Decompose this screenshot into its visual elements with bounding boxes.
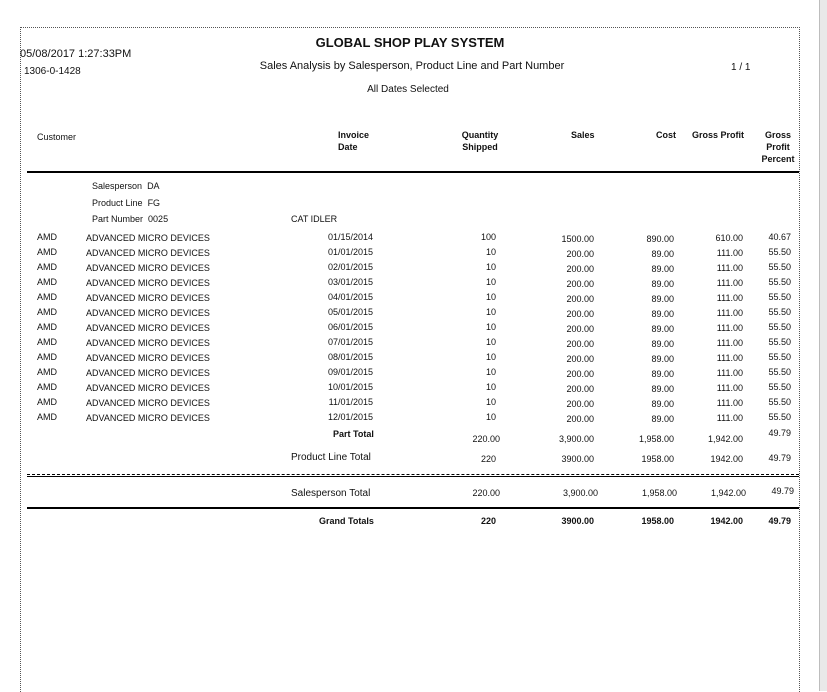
product-line-total-sales: 3900.00	[561, 454, 594, 464]
cell-name: ADVANCED MICRO DEVICES	[86, 233, 210, 243]
cell-code: AMD	[37, 277, 57, 287]
part-description: CAT IDLER	[291, 214, 338, 224]
table-row	[0, 292, 827, 307]
cell-date: 07/01/2015	[327, 337, 373, 347]
cell-date: 03/01/2015	[327, 277, 373, 287]
cell-cost: 89.00	[651, 414, 674, 424]
cell-cost: 890.00	[646, 234, 674, 244]
cell-sales: 200.00	[566, 324, 594, 334]
cell-sales: 200.00	[566, 249, 594, 259]
cell-gp: 111.00	[716, 383, 743, 393]
cell-pct: 55.50	[768, 322, 791, 332]
cell-pct: 55.50	[768, 247, 791, 257]
salesperson-total-cost: 1,958.00	[641, 488, 677, 498]
report-timestamp: 05/08/2017 1:27:33PM	[20, 48, 132, 60]
part-total-pct: 49.79	[768, 428, 791, 438]
cell-sales: 1500.00	[561, 234, 594, 244]
table-row	[0, 307, 827, 322]
cell-date: 06/01/2015	[327, 322, 373, 332]
salesperson-total-pct: 49.79	[771, 486, 794, 496]
cell-qty: 10	[485, 322, 496, 332]
col-gross-profit: Gross Profit	[692, 130, 745, 140]
grand-totals-sales: 3900.00	[561, 516, 594, 526]
part-total-qty: 220.00	[472, 434, 500, 444]
salesperson-total-qty: 220.00	[472, 488, 500, 498]
cell-name: ADVANCED MICRO DEVICES	[86, 308, 210, 318]
cell-sales: 200.00	[566, 294, 594, 304]
col-invoice-date: Invoice Date	[338, 130, 370, 152]
cell-name: ADVANCED MICRO DEVICES	[86, 323, 210, 333]
table-row	[0, 412, 827, 427]
cell-cost: 89.00	[651, 339, 674, 349]
cell-code: AMD	[37, 232, 57, 242]
header-rule	[27, 171, 799, 173]
cell-sales: 200.00	[566, 369, 594, 379]
product-line-total-label: Product Line Total	[291, 452, 371, 463]
cell-sales: 200.00	[566, 354, 594, 364]
cell-name: ADVANCED MICRO DEVICES	[86, 398, 210, 408]
cell-name: ADVANCED MICRO DEVICES	[86, 293, 210, 303]
date-filter: All Dates Selected	[367, 84, 449, 95]
cell-code: AMD	[37, 292, 57, 302]
cell-pct: 55.50	[768, 277, 791, 287]
grand-totals-cost: 1958.00	[641, 516, 674, 526]
cell-gp: 111.00	[716, 338, 743, 348]
cell-date: 12/01/2015	[327, 412, 373, 422]
cell-code: AMD	[37, 367, 57, 377]
dashed-rule	[27, 474, 799, 475]
cell-code: AMD	[37, 397, 57, 407]
salesperson-line: Salesperson DA	[92, 181, 160, 191]
cell-qty: 10	[485, 337, 496, 347]
table-row	[0, 232, 827, 247]
cell-name: ADVANCED MICRO DEVICES	[86, 338, 210, 348]
cell-code: AMD	[37, 412, 57, 422]
grand-totals-qty: 220	[480, 516, 496, 526]
cell-pct: 55.50	[768, 382, 791, 392]
cell-date: 02/01/2015	[327, 262, 373, 272]
cell-code: AMD	[37, 322, 57, 332]
table-row	[0, 337, 827, 352]
cell-qty: 10	[485, 367, 496, 377]
cell-date: 10/01/2015	[327, 382, 373, 392]
cell-name: ADVANCED MICRO DEVICES	[86, 383, 210, 393]
cell-gp: 111.00	[716, 308, 743, 318]
grand-totals-label: Grand Totals	[319, 516, 374, 526]
salesperson-total-gp: 1,942.00	[710, 488, 746, 498]
salesperson-total-label: Salesperson Total	[291, 488, 371, 499]
cell-qty: 10	[485, 352, 496, 362]
cell-cost: 89.00	[651, 369, 674, 379]
cell-date: 09/01/2015	[327, 367, 373, 377]
page-indicator: 1 / 1	[731, 62, 751, 73]
product-line-total-cost: 1958.00	[641, 454, 674, 464]
col-customer: Customer	[37, 132, 77, 142]
cell-date: 01/01/2015	[327, 247, 373, 257]
part-total-cost: 1,958.00	[638, 434, 674, 444]
table-row	[0, 277, 827, 292]
cell-qty: 10	[485, 262, 496, 272]
cell-name: ADVANCED MICRO DEVICES	[86, 278, 210, 288]
product-line-total-gp: 1942.00	[710, 454, 743, 464]
cell-gp: 111.00	[716, 323, 743, 333]
cell-qty: 10	[485, 412, 496, 422]
cell-cost: 89.00	[651, 294, 674, 304]
grand-total-rule	[27, 507, 799, 509]
cell-qty: 10	[485, 382, 496, 392]
cell-cost: 89.00	[651, 354, 674, 364]
cell-sales: 200.00	[566, 399, 594, 409]
table-row	[0, 352, 827, 367]
cell-name: ADVANCED MICRO DEVICES	[86, 263, 210, 273]
cell-cost: 89.00	[651, 384, 674, 394]
grand-totals-pct: 49.79	[768, 516, 791, 526]
cell-qty: 10	[485, 397, 496, 407]
cell-code: AMD	[37, 307, 57, 317]
table-row	[0, 247, 827, 262]
cell-sales: 200.00	[566, 309, 594, 319]
product-line-total-qty: 220	[480, 454, 496, 464]
cell-sales: 200.00	[566, 384, 594, 394]
cell-gp: 111.00	[716, 398, 743, 408]
cell-sales: 200.00	[566, 339, 594, 349]
table-row	[0, 367, 827, 382]
cell-qty: 10	[485, 307, 496, 317]
cell-gp: 111.00	[716, 293, 743, 303]
cell-gp: 111.00	[716, 368, 743, 378]
cell-pct: 55.50	[768, 307, 791, 317]
cell-gp: 610.00	[715, 233, 743, 243]
cell-gp: 111.00	[716, 278, 743, 288]
table-row	[0, 382, 827, 397]
table-row	[0, 397, 827, 412]
cell-pct: 55.50	[768, 367, 791, 377]
part-number-line: Part Number 0025	[92, 214, 169, 224]
cell-name: ADVANCED MICRO DEVICES	[86, 353, 210, 363]
cell-code: AMD	[37, 337, 57, 347]
cell-gp: 111.00	[716, 353, 743, 363]
cell-code: AMD	[37, 352, 57, 362]
grand-totals-gp: 1942.00	[710, 516, 743, 526]
cell-pct: 55.50	[768, 397, 791, 407]
cell-cost: 89.00	[651, 249, 674, 259]
part-total-sales: 3,900.00	[558, 434, 594, 444]
cell-name: ADVANCED MICRO DEVICES	[86, 248, 210, 258]
cell-gp: 111.00	[716, 263, 743, 273]
product-line-line: Product Line FG	[92, 198, 161, 208]
cell-pct: 55.50	[768, 262, 791, 272]
cell-code: AMD	[37, 382, 57, 392]
cell-pct: 55.50	[768, 292, 791, 302]
salesperson-total-sales: 3,900.00	[562, 488, 598, 498]
cell-cost: 89.00	[651, 324, 674, 334]
product-line-total-pct: 49.79	[768, 453, 791, 463]
cell-pct: 40.67	[768, 232, 791, 242]
company-name: GLOBAL SHOP PLAY SYSTEM	[315, 35, 505, 50]
cell-date: 04/01/2015	[327, 292, 373, 302]
cell-name: ADVANCED MICRO DEVICES	[86, 413, 210, 423]
part-total-label: Part Total	[333, 429, 374, 439]
cell-sales: 200.00	[566, 279, 594, 289]
col-gp-percent: Gross Profit Percent	[761, 130, 795, 164]
cell-date: 05/01/2015	[327, 307, 373, 317]
cell-qty: 100	[480, 232, 496, 242]
report-title: Sales Analysis by Salesperson, Product Line and Part Number	[259, 60, 565, 72]
part-total-gp: 1,942.00	[707, 434, 743, 444]
cell-sales: 200.00	[566, 264, 594, 274]
cell-pct: 55.50	[768, 352, 791, 362]
cell-code: AMD	[37, 247, 57, 257]
cell-date: 11/01/2015	[328, 397, 373, 407]
report-code: 1306-0-1428	[24, 66, 81, 77]
cell-name: ADVANCED MICRO DEVICES	[86, 368, 210, 378]
col-cost: Cost	[656, 130, 676, 140]
cell-gp: 111.00	[716, 413, 743, 423]
col-quantity: Quantity Shipped	[461, 130, 499, 152]
cell-code: AMD	[37, 262, 57, 272]
cell-cost: 89.00	[651, 399, 674, 409]
cell-qty: 10	[485, 292, 496, 302]
cell-date: 08/01/2015	[327, 352, 373, 362]
cell-qty: 10	[485, 247, 496, 257]
cell-cost: 89.00	[651, 279, 674, 289]
cell-cost: 89.00	[651, 309, 674, 319]
table-row	[0, 322, 827, 337]
cell-sales: 200.00	[566, 414, 594, 424]
cell-gp: 111.00	[716, 248, 743, 258]
cell-date: 01/15/2014	[327, 232, 373, 242]
cell-pct: 55.50	[768, 412, 791, 422]
cell-pct: 55.50	[768, 337, 791, 347]
cell-qty: 10	[485, 277, 496, 287]
table-row	[0, 262, 827, 277]
cell-cost: 89.00	[651, 264, 674, 274]
col-sales: Sales	[571, 130, 595, 140]
